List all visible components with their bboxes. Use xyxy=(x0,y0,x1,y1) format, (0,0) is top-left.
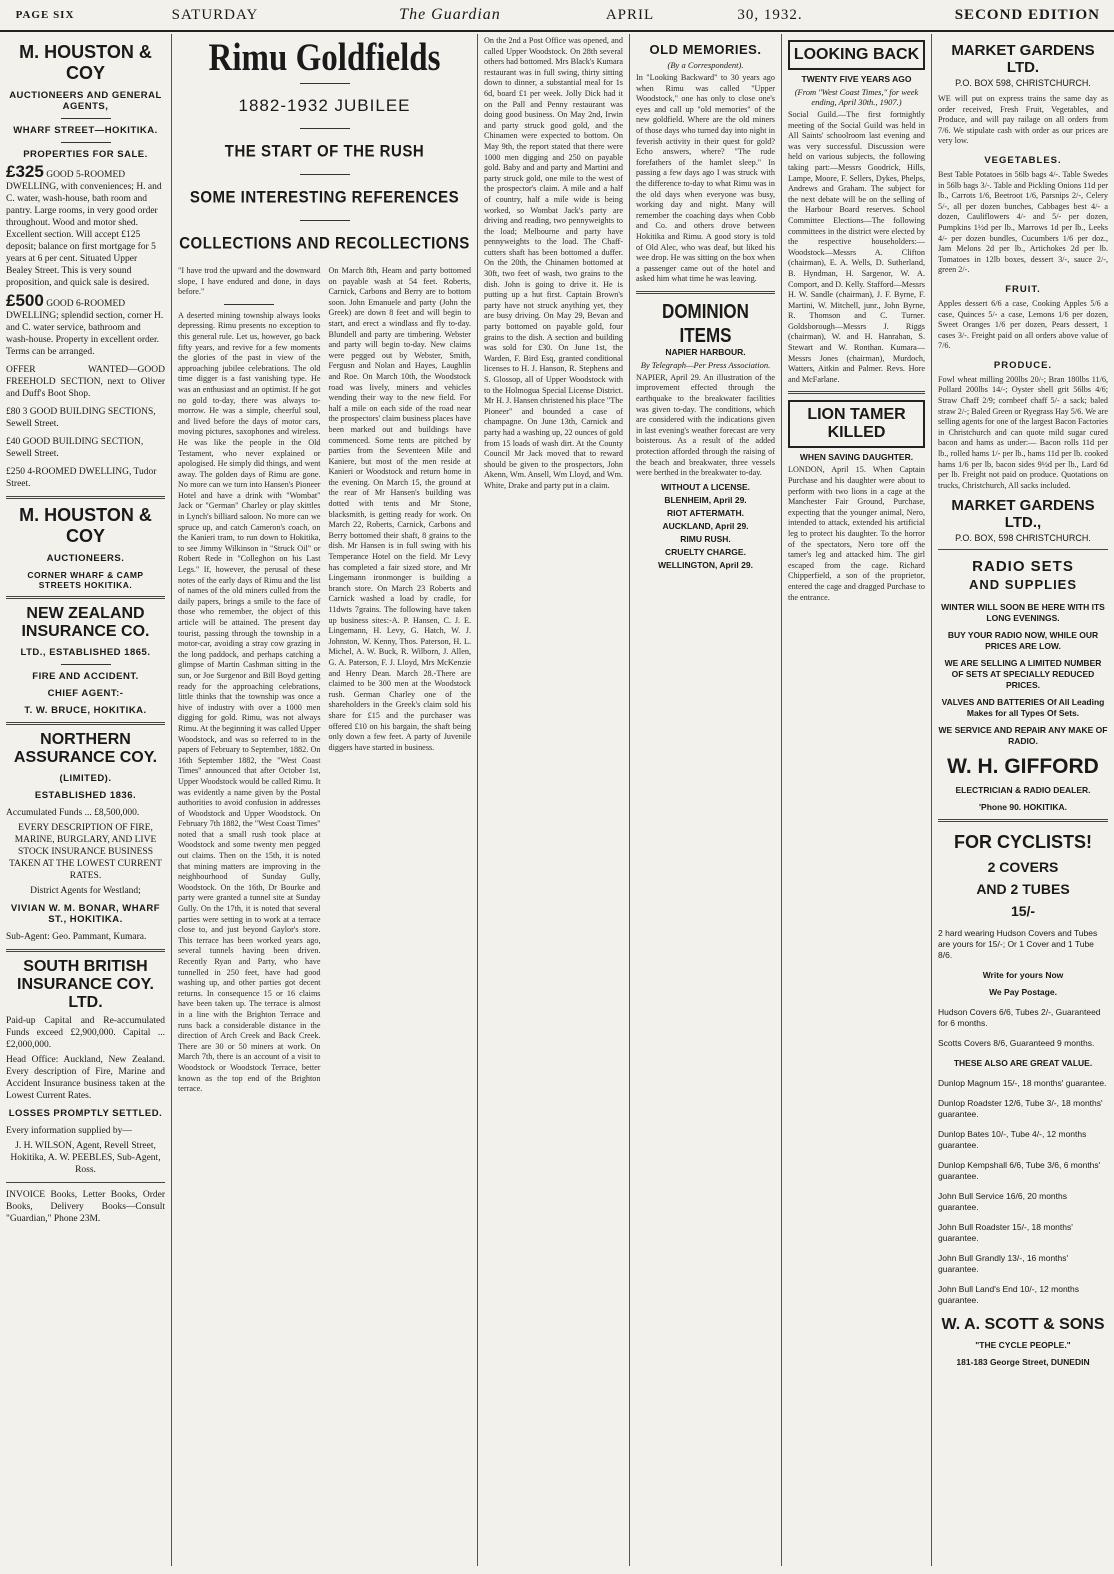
column-rimu-goldfields xyxy=(172,34,478,1566)
northern-assurance-est: ESTABLISHED 1836. xyxy=(34,790,137,801)
column-looking-back xyxy=(782,34,932,1566)
wellington-dateline: WELLINGTON, April 29. xyxy=(658,559,753,570)
properties-heading: PROPERTIES FOR SALE. xyxy=(23,149,148,160)
lion-tamer-subtitle: WHEN SAVING DAUGHTER. xyxy=(799,452,914,463)
northern-assurance-title: NORTHERN ASSURANCE COY. xyxy=(13,731,158,766)
looking-back-subtitle: TWENTY FIVE YEARS AGO xyxy=(801,74,912,84)
nz-agent-label: CHIEF AGENT:- xyxy=(47,688,124,699)
article-body-left: A deserted mining township always looks depressing. Rimu presents no exception to this general rule. Let us, however, go back fifty years, and revive for a few moments the glories of the past in view of the approaching jubilee celebrations. The old time digger is a fast vanishing type. He was an enthusiast and an optimist. If he got no gold to-day, there was always to-morrow. He was a simple, cheerful soul, and lived before the days of motor cars, moving pictures, saxophones and wireless. He was like the people in the Old Testament, who never explained or apologised. He simply did things, and went away. The golden days of Rimu are gone. No more can we turn into Hansen's Pioneer Hotel and have a drink with "Wombat" Jack or "German" Charley or play skittles in Lynch's billiard saloon. No more can we spruce up, and catch Cameron's coach, on the Kanieri tram, to run down to Hokitika, to see Jimmy Wilkinson in "Struck Oil" or Robert Rede in "Colleghon on his Last Legs." If, however, the perusal of these notes of the early days of Rimu and the list of names of the old miners culled from the daily papers, brings a smile to the face of those who remember, the object of this article will be attained. The present day tourist, passing through the township in a motor-car, avoiding a stray cow grazing in the long paddock, and perhaps catching a glimpse of Martin Cashman sitting in the sun, or Joe Surgenor and Bill Boyd getting ready for the approaching celebrations, little thinks that the township was once a hive of industry with over a 1000 men digging for gold. Rimu, was not always Rimu. At the beginning it was called Upper Woodstock, and was so referred to in the papers of February to September, 1882. On 16th September 1882, the "West Coast Times" announced that after October 1st, Upper Woodstock would be called Rimu. It was evidently a name given by the Postal authorities to avoid confusion in addresses of Woodstock and Upper Woodstock. On February 7th 1882, the "West Coast Times" noted that a small rush took place at Woodstock and some twenty men pegged out claims. Then on the 15th, it is noted that mining matters are improving in the neighbourhood of Sunday Gully, Woodstock. On the 16th, Dr Bourke and party were granted a tunnel site at Sunday Gully. On the 17th, it is noted that several parties were setting in to work at a terrace close to, and just beyond Gaylor's store. This terrace has been worked years ago, several tunnels having been driven. Recently Ryan and Party, who have tunnelled in 250 feet, have had good washing up, and other parties got decent returns. In consequence 15 or 16 claims have been taken up. The terrace is almost in a line with the Brighton Terrace and runs back a considerable distance in the direction of Arch Creek and Back Creek. There are 30 or 50 miners at work. On March 7th, there is an account of a visit to Woodstock or Woodstock Terrace, better known as the top end of the Brighton terrace. xyxy=(178,310,321,1094)
northern-assurance-funds: Accumulated Funds ... £8,500,000. xyxy=(6,808,140,818)
market-gardens-box: P.O. BOX 598, CHRISTCHURCH. xyxy=(955,78,1091,88)
riot-aftermath-heading: RIOT AFTERMATH. xyxy=(667,507,744,518)
subheading-references: SOME INTERESTING REFERENCES xyxy=(189,188,460,207)
fruit-text: Apples dessert 6/6 a case, Cooking Apples 5/6 a case, Quinces 5/- a case, Lemons 1/6 per dozen, Sweet Oranges 1/6 per dozen, Pears dessert, 1 cases 3/-. Freight paid on all orders above value of 7/6. xyxy=(938,298,1108,351)
offer-wanted: OFFER WANTED—GOOD FREEHOLD SECTION, next to Oliver and Duff's Boot Shop. xyxy=(6,365,165,399)
column-advertisements-left xyxy=(0,34,172,1566)
south-british-title: SOUTH BRITISH INSURANCE COY. LTD. xyxy=(17,958,154,1011)
cyclists-offer: 2 hard wearing Hudson Covers and Tubes are yours for 15/-; Or 1 Cover and 1 Tube 8/6. xyxy=(938,928,1098,961)
article-body xyxy=(178,266,471,1095)
houston-subtitle: AUCTIONEERS AND GENERAL AGENTS, xyxy=(9,90,162,112)
market-gardens-footer-title: MARKET GARDENS LTD., xyxy=(951,497,1095,532)
looking-back-title: LOOKING BACK xyxy=(788,40,925,70)
cyclists-write: Write for yours Now xyxy=(982,970,1064,981)
scott-sons-subtitle: "THE CYCLE PEOPLE." xyxy=(975,1340,1071,1351)
radio-winter: WINTER WILL SOON BE HERE WITH ITS LONG EVENINGS. xyxy=(941,602,1105,624)
edition: SECOND EDITION xyxy=(954,6,1100,23)
south-british-capital: Paid-up Capital and Re-accumulated Funds exceed £2,900,000. Capital ... £2,000,000. xyxy=(6,1016,165,1050)
houston-title: M. HOUSTON & COY xyxy=(19,42,152,83)
tyre-john-bull-grandly: John Bull Grandly 13/-, 16 months' guarantee. xyxy=(938,1253,1069,1275)
cyclists-price: 15/- xyxy=(1010,903,1036,920)
radio-supplies-title: AND SUPPLIES xyxy=(968,577,1078,593)
date: 30, 1932. xyxy=(737,6,803,23)
great-value-heading: THESE ALSO ARE GREAT VALUE. xyxy=(953,1058,1093,1069)
houston2-address: CORNER WHARF & CAMP STREETS HOKITIKA. xyxy=(27,570,144,590)
northern-assurance-sub: (LIMITED). xyxy=(59,773,112,784)
south-british-losses: LOSSES PROMPTLY SETTLED. xyxy=(8,1108,163,1119)
cyclists-tubes: AND 2 TUBES xyxy=(976,881,1070,898)
south-british-agents: J. H. WILSON, Agent, Revell Street, Hokitika, A. W. PEEBLES, Sub-Agent, Ross. xyxy=(10,1141,161,1175)
tyre-dunlop-bates: Dunlop Bates 10/-, Tube 4/-, 12 months guarantee. xyxy=(938,1129,1087,1151)
property-1-text: GOOD 5-ROOMED DWELLING, with conveniences; H. and C. water, wash-house, bath room and pantry. Large rooms, in very good order throughout. Wood and motor shed. Excellent section. Will accept £125 deposit; balance on first mortgage for 5 years at 6 per cent. Situated Upper Bealey Street. This is very sound proposition, and quick sale is desired. xyxy=(6,170,162,288)
nz-insurance-title: NEW ZEALAND INSURANCE CO. xyxy=(21,605,150,640)
masthead xyxy=(0,0,1114,32)
article-title: Rimu Goldfields xyxy=(208,36,441,80)
houston-address: WHARF STREET—HOKITIKA. xyxy=(13,125,158,136)
vegetables-heading: VEGETABLES. xyxy=(984,154,1062,166)
article-body-right: On March 8th, Hearn and party bottomed on payable wash at 54 feet. Roberts, Carnick, Carbons and Berry are to bottom soon. John Emanuele and party (John the Greek) are down 8 feet and will begin to start, and erect a windlass and fly to-day. Blundell and party are timbering. Webster and party will begin to-day. New claims were pegged out by Webster, Smith, Fergusn and Nolan and Hayes, Laughlin and Roe. On March 10th, the Woodstock road was lively, miners and vehicles wending their way to the new field. For half a mile on each side of the road near the prospectors' claim business places have been marked out and buildings have commenced. Some tents are pitched by parties from the Seventeen Mile and Kaniere, but most of the men reside at Kanieri or Woodstock and return home in the evening. On March 15, the ground at the rear of Mr Hansen's building was dotted with tents and Mr Stone, blacksmith, is getting ready for work. On March 22, Roberts, Carnick, Carbons and Berry bottomed their shaft, 8 grains to the dish. Mr Hansen is in full swing with his Temperance Hotel on the field. Mr Levy has completed a fair sized store, and Mr Lingemann ironmonger is building a branch store. On March 23 Roberts and Carnick washed a load by cradle, for 11dwts 7grains. The following have taken up business sites:-A. P. Hansen, C. J. E. Lingemann, H. Levy, G. Hatch, W. J. Johnston, W. Kenny, Thos. Paterson, H. L. Michel, A. W. Buck, R. Wilborn, J. Allen, G. A. Paterson, F. J. Lloyd, Mrs McKenzie and Henry Dean. March 28.-There are claimed to be 300 men at the Woodstock rush. German Charley one of the shareholders in the Greek's claim sold his share for £15 and the purchaser was offered £10 on his bargain, the shaft being only down a few feet. A party of Juvenile diggers have started in business. xyxy=(328,266,471,752)
dominion-items-title: DOMINION ITEMS xyxy=(662,299,749,347)
tyre-dunlop-magnum: Dunlop Magnum 15/-, 18 months' guarantee. xyxy=(938,1078,1107,1089)
radio-buy-now: BUY YOUR RADIO NOW, WHILE OUR PRICES ARE LOW. xyxy=(947,630,1099,652)
fruit-heading: FRUIT. xyxy=(1005,283,1041,295)
jubilee-heading: 1882-1932 JUBILEE xyxy=(238,96,411,115)
article-continued: On the 2nd a Post Office was opened, and called Upper Woodstock. On 28th several others had bottomed. Mrs Black's Kumara restaurant was in full swing, thirty sitting down to dinner, a substantial meal for 1s 6d, board £1 per week. Jolly Dick had it on the Pall and Penny restaurant was doing good business. On May 2nd, Irwin and party struck good gold, and the Chinamen were expected to bottom. On May 9th, the report stated that there were 1000 men digging and 250 on payable gold. Baby and and party and Martini and party struck gold, one mile to the west of the prospector's claim. A mile and a half of country, half a mile wide is being worked, so Wombat Jack's party are driving and reading, two pennyweights to the load; Melbourne and party have pennyweights to the load. The Chaff-cutters shaft has been bottomed a duffer. On the 20th, the Chinamen bottomed at 30ft, two feet of wash, two grains to the dish. John is going to drive it. He is putting up a hut first. Captain Brown's party have not struck anything yet, they are busy driving. On May 29, Bevan and party bottomed on payable gold, four grains to the dish. A section and building was sold for £30. On June 1st, the Warden, F. Bird Esq, granted conditional licenses to H. J. Hanson, R. Stephens and S. Glossop, all of Upper Woodstock with to the Holmogua Special License District. Mr H. J. Hansen christened his place "The Pioneer" and bounded a case of champagne. On June 13th, Carnick and party had a washing up, 22 ounces of gold from 15 loads of wash dirt. At the County Council Mr Jack moved that to reward should be given to the prospectors, John Akenn, Wm. Ansell, Wm Lloyd, and Wm. White, Drake and party put in a claim. xyxy=(484,36,623,490)
cyclists-postage: We Pay Postage. xyxy=(989,987,1057,998)
column-rimu-continued xyxy=(478,34,630,1566)
subheading-start-of-rush: THE START OF THE RUSH xyxy=(224,142,425,161)
tyre-hudson: Hudson Covers 6/6, Tubes 2/-, Guaranteed for 6 months. xyxy=(938,1007,1101,1029)
lion-tamer-title: LION TAMER KILLED xyxy=(788,400,925,448)
tyre-john-bull-roadster: John Bull Roadster 15/-, 18 months' guarantee. xyxy=(938,1222,1073,1244)
property-4: £40 GOOD BUILDING SECTION, Sewell Street. xyxy=(6,437,144,459)
without-license-heading: WITHOUT A LICENSE. xyxy=(660,481,751,492)
nz-agent: T. W. BRUCE, HOKITIKA. xyxy=(24,705,147,716)
produce-text: Fowl wheat milling 200lbs 20/-; Bran 180lbs 11/6, Pollard 200lbs 14/-; Oyster shell grit 56lbs 4/6; Straw Chaff 2/9; cornbeef chaff 5/- a sack; baled straw 2/-; Baled Green or Ryegrass Hay 5/6. We are selling agents for one of the largest Bacon Factories in Christchurch and can quote mild sugar cured bacon and hams as under:— Bacon rolls 11d per lb., rolled hams 1/- per lb., hams 11d per lb. cooked hams 1/6 per lb, bacon sides 9½d per lb., Lard 6d per lb. Freight not paid on produce. Quotations on trucks, Christchurch, All sacks included. xyxy=(938,374,1108,490)
property-5: £250 4-ROOMED DWELLING, Tudor Street. xyxy=(6,467,157,489)
column-old-memories xyxy=(630,34,782,1566)
property-2-price: £500 xyxy=(6,291,44,310)
invoice-books-ad: INVOICE Books, Letter Books, Order Books, Delivery Books—Consult "Guardian," Phone 23M. xyxy=(6,1190,165,1224)
property-2-text: GOOD 6-ROOMED DWELLING; splendid section, corner H. and C. water service, bathroom and wash-house. Property in excellent order. Terms can be arranged. xyxy=(6,299,164,357)
south-british-info: Every information supplied by— xyxy=(6,1126,132,1136)
auckland-dateline: AUCKLAND, April 29. xyxy=(662,520,749,531)
property-2 xyxy=(6,291,165,358)
northern-assurance-agent: VIVIAN W. M. BONAR, WHARF ST., HOKITIKA. xyxy=(10,903,161,925)
month: APRIL xyxy=(605,6,655,23)
newspaper-title: The Guardian xyxy=(399,6,501,23)
napier-body: NAPIER, April 29. An illustration of the improvement effected through the earthquake to the breakwater facilities was given to-day. The conditions, which are considered with the indications given in last evening's weather forecast are very boisterous. As a result of the added protection afforded through the raising of the beach and breakwater, three vessels were berthed in the breakwater to-day. xyxy=(636,372,775,478)
cruelty-charge-heading: CRUELTY CHARGE. xyxy=(665,546,746,557)
gifford-subtitle: ELECTRICIAN & RADIO DEALER. xyxy=(955,785,1091,796)
page-number: PAGE SIX xyxy=(15,9,75,21)
lion-tamer-body: LONDON, April 15. When Captain Purchase and his daughter were about to perform with two lions in a cage at the Manchester Fair Ground, Purchase, expecting that the younger animal, Nero, intended to attack, extended his artificial leg to protect his daughter. To the horror of the spectators, Nero tore off the tamer's leg and attacked him. The girl escaped from the cage. Richard Chipperfield, a son of the proprietor, entered the cage and dragged Purchase to the entrance. xyxy=(788,465,925,602)
nz-insurance-sub: LTD., ESTABLISHED 1865. xyxy=(20,647,151,658)
blenheim-dateline: BLENHEIM, April 29. xyxy=(664,494,747,505)
market-gardens-title: MARKET GARDENS LTD. xyxy=(951,42,1095,76)
houston2-title: M. HOUSTON & COY xyxy=(19,505,152,546)
nz-insurance-fire: FIRE AND ACCIDENT. xyxy=(32,671,139,682)
radio-valves: VALVES AND BATTERIES Of All Leading Makes for all Types Of Sets. xyxy=(941,697,1105,719)
napier-harbour-heading: NAPIER HARBOUR. xyxy=(665,346,746,357)
tyre-john-bull-service: John Bull Service 16/6, 20 months guarantee. xyxy=(938,1191,1067,1213)
subheading-collections: COLLECTIONS AND RECOLLECTIONS xyxy=(179,234,470,253)
column-advertisements-right xyxy=(932,34,1114,1566)
looking-back-body: Social Guild.—The first fortnightly meeting of the Social Guild was held in All Saints' schoolroom last evening and was very successful. Discussion were held on various subjects, the following taking part:—Messrs Goodrick, Hills, Lampe, Moore, F. Sellers, Dykes, Phelps, Andrews and Graham. The subject for the next debate will be on the selling of the Harbour Board reserves. School Committee Elections—The following committees in the district were elected by the respective householders:—Woodstock—Messrs A. Clifton (chairman), E. A. Wells, D. Sutherland, B. Hyndman, H. Sargenor, W. A. Comport, and D. Kelly. Stafford—Messrs H. W. Sandle (chairman), J. F. Byrne, F. Martini, W. Mitchell, junr., John Byrne, R. Thomson and C. Turner. Goldsborough—Messrs J. Riggs (chairman), W. and H. Hanrahan, S. Stewart and W. Ronthan. Kumara—Messrs Jones (chairman), Murdoch, Watters, Aitkin and Palmer. Revs. Hore and McFarlane. xyxy=(788,110,925,384)
looking-back-source: (From "West Coast Times," for week ending, April 30th., 1907.) xyxy=(794,87,919,107)
tyre-john-bull-lands-end: John Bull Land's End 10/-, 12 months guarantee. xyxy=(938,1284,1080,1306)
gifford-phone: 'Phone 90. HOKITIKA. xyxy=(979,802,1067,813)
market-gardens-intro: WE will put on express trains the same day as order received, Fresh Fruit, Vegetables, and Produce, and will pay railage on all orders from 7/6. We stipulate cash with order as our prices are very low. xyxy=(938,94,1108,146)
houston2-subtitle: AUCTIONEERS. xyxy=(46,553,125,564)
old-memories-title: OLD MEMORIES. xyxy=(649,42,762,57)
tyre-scotts: Scotts Covers 8/6, Guaranteed 9 months. xyxy=(938,1038,1095,1049)
northern-assurance-district: District Agents for Westland; xyxy=(30,886,141,896)
epigraph: "I have trod the upward and the downward slope, I have endured and done, in days before." xyxy=(178,266,321,297)
gifford-title: W. H. GIFFORD xyxy=(947,755,1099,779)
scott-sons-title: W. A. SCOTT & SONS xyxy=(941,1316,1105,1334)
radio-limited-sets: WE ARE SELLING A LIMITED NUMBER OF SETS AT SPECIALLY REDUCED PRICES. xyxy=(944,658,1102,691)
vegetables-text: Best Table Potatoes in 56lb bags 4/-. Table Swedes in 56lb bags 3/-. Table and Pickling Onions 11d per lb., Carrots 1/6, Beetroot 1/6, Parsnips 2/-, Celery 5/-, all per dozen bunches, Cabbages best 4/- a dozen, Cauliflowers 4/- and 5/- per dozen, Pumpkins 1½d per lb., Marrows 1d per lb., Leeks 4/- per dozen bundles, Cucumbers 1/6 per doz., Jam Melons 2d per lb., Artichokes 2d per lb. Tomatoes in 12lb boxes, dessert 3/-, sauce 2/-, green 2/-. xyxy=(938,169,1108,275)
produce-heading: PRODUCE. xyxy=(993,359,1053,371)
northern-assurance-text: EVERY DESCRIPTION OF FIRE, MARINE, BURGLARY, AND LIVE STOCK INSURANCE BUSINESS TAKEN AT THE LOWEST CURRENT RATES. xyxy=(9,823,162,881)
rimu-rush-heading: RIMU RUSH. xyxy=(680,533,731,544)
tyre-dunlop-roadster: Dunlop Roadster 12/6, Tube 3/-, 18 months' guarantee. xyxy=(938,1098,1103,1120)
tyre-dunlop-kempshall: Dunlop Kempshall 6/6, Tube 3/6, 6 months' guarantee. xyxy=(938,1160,1101,1182)
northern-assurance-subagent: Sub-Agent: Geo. Pammant, Kumara. xyxy=(6,932,147,942)
radio-sets-title: RADIO SETS xyxy=(972,558,1074,576)
weekday: SATURDAY xyxy=(171,6,259,23)
south-british-office: Head Office: Auckland, New Zealand. Every description of Fire, Marine and Accident Insurance business taken at the Lowest Current Rates. xyxy=(6,1055,165,1101)
market-gardens-footer-box: P.O. BOX, 598 CHRISTCHURCH. xyxy=(955,533,1091,544)
property-1-price: £325 xyxy=(6,162,44,181)
old-memories-body: In "Looking Backward" to 30 years ago when Rimu was called "Upper Woodstock," one has only to close one's eyes and call up "old memories" of the new goldfield. Where are the old miners of those days who turned day into night in feverish activity in their quest for gold? Echo answers, where? "The rude forefathers of the hamlet sleep." In passing a few days ago I was struck with the difference to-day to what Rimu was in the old days when everyone was busy, working day and night. Many will remember the coaching days when Cobb and Co. and others drove between Hokitika and Rimu. A good story is told of Old Alec, who was deaf, but liked his wee drop. He was sitting on the box when a passenger came out of the hotel and asked him what time he was leaving. xyxy=(636,73,775,284)
radio-service: WE SERVICE AND REPAIR ANY MAKE OF RADIO. xyxy=(938,725,1108,747)
press-association-byline: By Telegraph—Per Press Association. xyxy=(640,359,771,370)
old-memories-byline: (By a Correspondent). xyxy=(667,60,744,70)
property-1 xyxy=(6,162,165,289)
cyclists-covers: 2 COVERS xyxy=(987,859,1059,876)
cyclists-title: FOR CYCLISTS! xyxy=(954,832,1092,853)
scott-sons-address: 181-183 George Street, DUNEDIN xyxy=(956,1357,1090,1368)
property-3: £80 3 GOOD BUILDING SECTIONS, Sewell Street. xyxy=(6,407,156,429)
